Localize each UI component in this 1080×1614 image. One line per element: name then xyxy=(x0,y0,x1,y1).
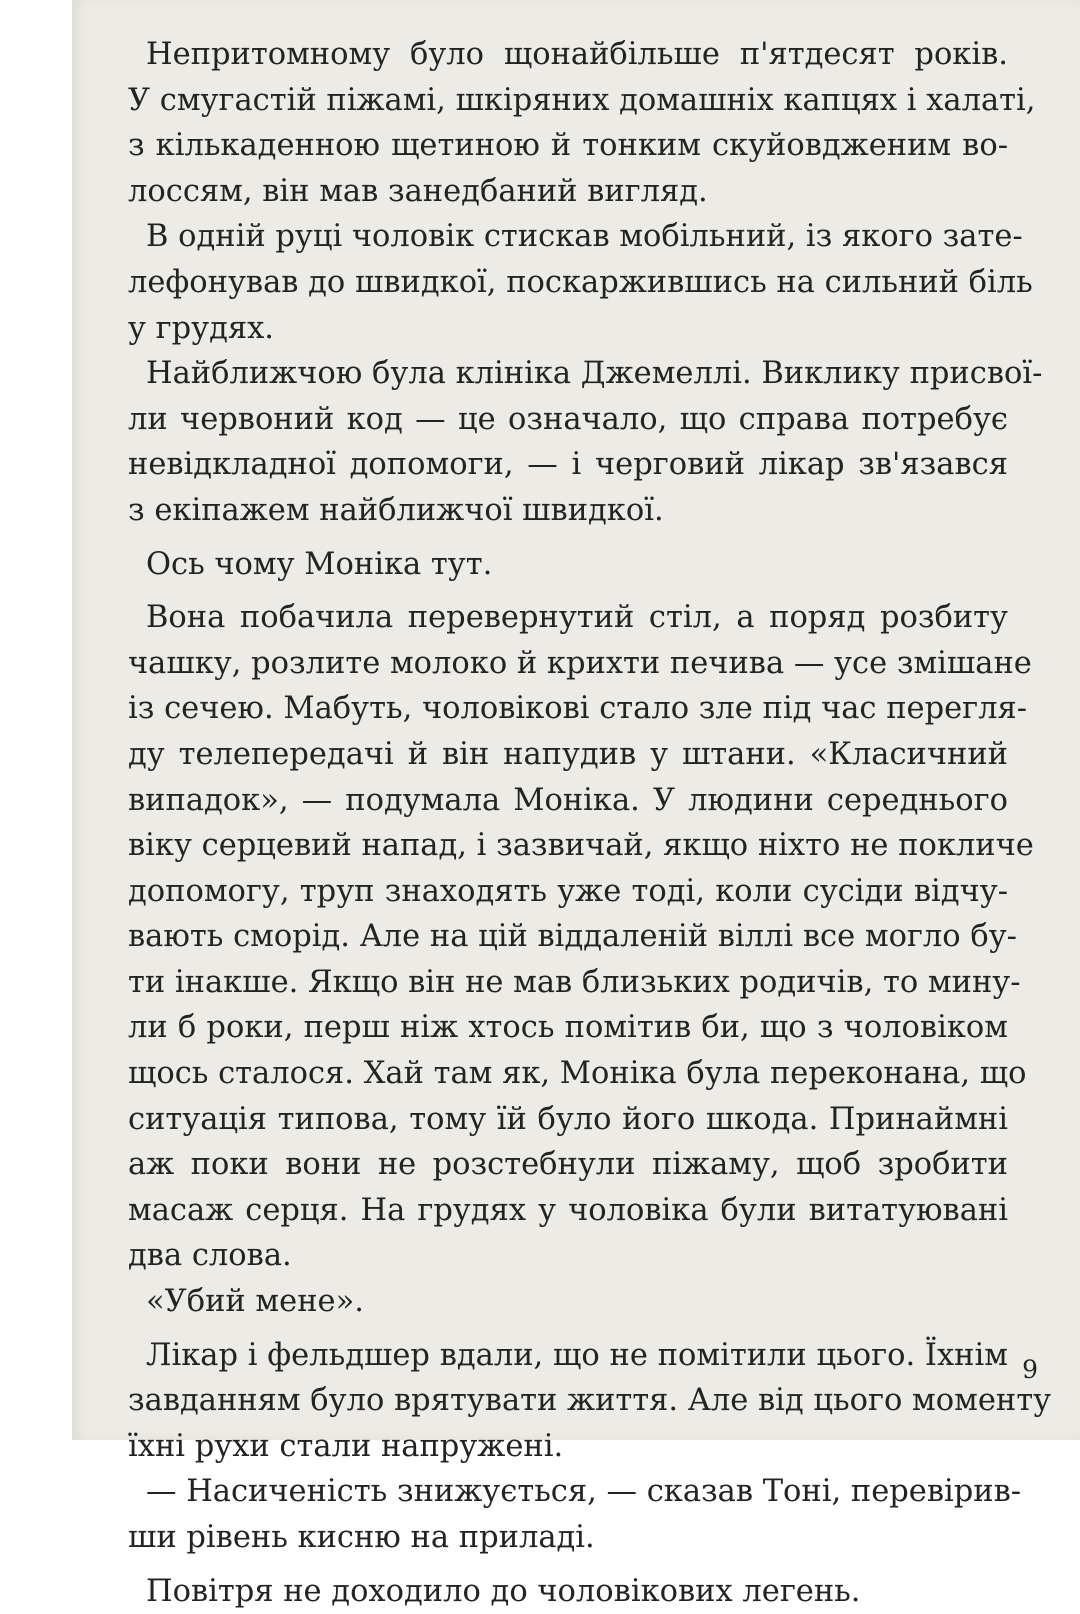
text-line: «Убий мене». xyxy=(146,1284,364,1320)
text-line: лоссям, він мав занедбаний вигляд. xyxy=(128,173,708,209)
text-line: віку серцевий напад, і зазвичай, якщо ніхто не покличе xyxy=(128,828,1034,864)
text-line: у грудях. xyxy=(128,310,275,346)
text-line: допомогу, труп знаходять уже тоді, коли сусіди відчу- xyxy=(128,873,1008,909)
text-line: Повітря не доходило до чоловікових легень. xyxy=(146,1573,861,1609)
text-line: два слова. xyxy=(128,1238,292,1274)
text-line: У смугастій піжамі, шкіряних домашніх капцях і халаті, xyxy=(128,82,1036,118)
text-line: ти інакше. Якщо він не мав близьких родичів, то мину- xyxy=(128,964,1021,1000)
text-line: Вона побачила перевернутий стіл, а поряд розбиту xyxy=(146,600,1008,636)
text-line: ши рівень кисню на приладі. xyxy=(128,1520,595,1555)
text-line: з екіпажем найближчої швидкої. xyxy=(128,492,664,528)
page-number: 9 xyxy=(1022,1355,1038,1384)
text-line: їхні рухи стали напружені. xyxy=(128,1428,564,1464)
text-line: аж поки вони не розстебнули піжаму, щоб зробити xyxy=(128,1147,1008,1183)
text-line: ли б роки, перш ніж хтось помітив би, що з чоловіком xyxy=(128,1010,1008,1046)
text-line: чашку, розлите молоко й крихти печива — усе змішане xyxy=(128,645,1032,681)
text-line: Найближчою була клініка Джемеллі. Виклику присвої- xyxy=(146,356,1043,392)
text-line: щось сталося. Хай там як, Моніка була переконана, що xyxy=(128,1056,1027,1092)
text-line: ли червоний код — це означало, що справа потребує xyxy=(128,401,1008,437)
text-line: масаж серця. На грудях у чоловіка були витатуювані xyxy=(128,1192,1008,1228)
text-line: лефонував до швидкої, поскаржившись на сильний біль xyxy=(128,264,1033,300)
text-line: вають сморід. Але на цій віддаленій віллі все могло бу- xyxy=(128,919,1017,955)
text-line: Ось чому Моніка тут. xyxy=(146,546,493,582)
text-line: В одній руці чоловік стискав мобільний, із якого зате- xyxy=(146,219,1023,255)
text-line: ду телепередачі й він напудив у штани. «Класичний xyxy=(128,736,1008,772)
text-line: невідкладної допомоги, — і черговий лікар зв'язався xyxy=(128,447,1008,483)
text-line: Непритомному було щонайбільше п'ятдесят років. xyxy=(146,37,1008,72)
text-line: Лікар і фельдшер вдали, що не помітили цього. Їхнім xyxy=(146,1337,1008,1373)
body-text xyxy=(128,32,1052,1614)
text-line: ситуація типова, тому їй було його шкода. Принаймні xyxy=(128,1101,1008,1137)
text-line: — Насиченість знижується, — сказав Тоні, перевірив- xyxy=(146,1474,1022,1510)
text-line: випадок», — подумала Моніка. У людини середнього xyxy=(128,782,1008,818)
text-line: завданням було врятувати життя. Але від цього моменту xyxy=(128,1383,1052,1419)
book-page xyxy=(72,0,1080,1609)
text-line: з кількаденною щетиною й тонким скуйовдженим во- xyxy=(128,128,1008,164)
text-line: із сечею. Мабуть, чоловікові стало зле під час перегля- xyxy=(128,691,1028,727)
